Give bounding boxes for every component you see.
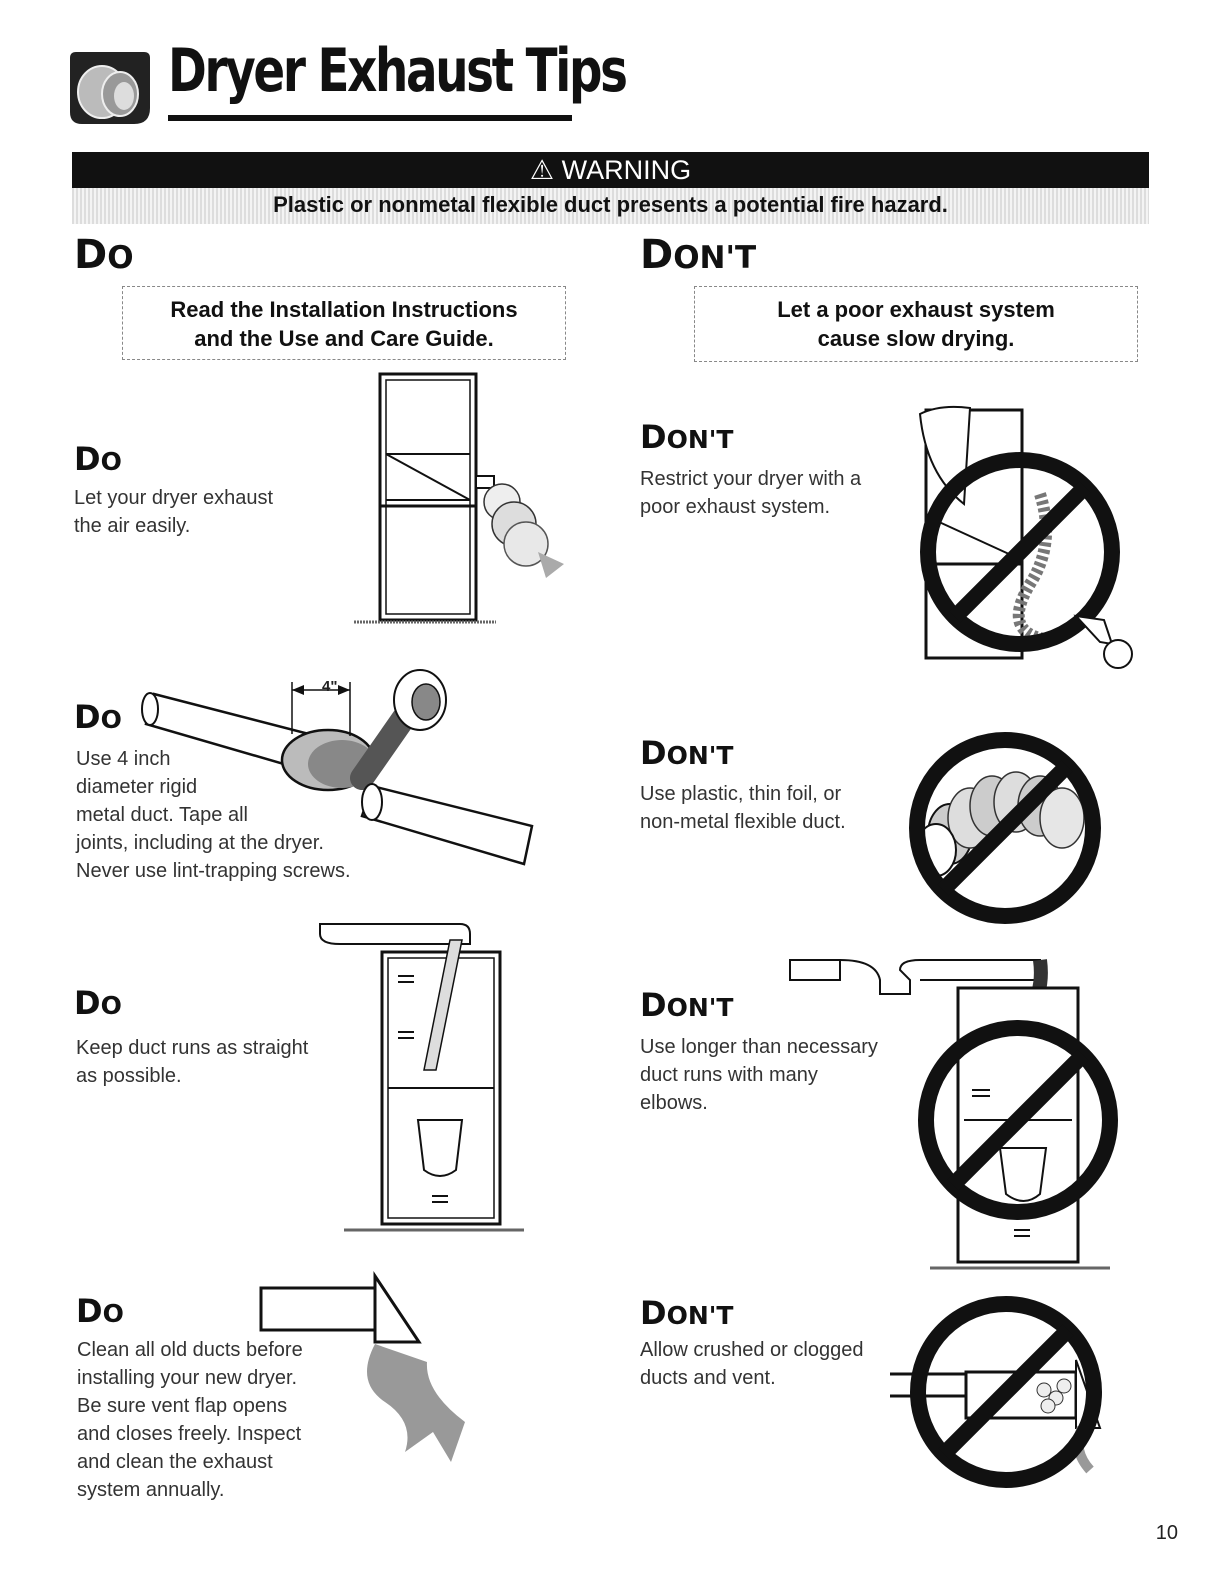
page-number: 10 [1155, 1522, 1178, 1544]
do-item-1-heading: DO [74, 440, 122, 478]
do-instructions-box: Read the Installation Instructions and the Use and Care Guide. [122, 286, 566, 360]
dont-item-2-text: Use plastic, thin foil, or non-metal flexible duct. [640, 783, 846, 833]
do-item-3-text: Keep duct runs as straight as possible. [76, 1037, 309, 1087]
flexible-duct-prohibited-illustration [900, 722, 1110, 932]
warning-banner [72, 152, 1149, 188]
do-column-heading: DO [74, 232, 134, 278]
crushed-duct-illustration [886, 1300, 1112, 1490]
dont-item-1-text: Restrict your dryer with a poor exhaust system. [640, 468, 862, 518]
do-item-1-text: Let your dryer exhaust the air easily. [74, 487, 273, 537]
dont-column-heading: DON'T [640, 232, 757, 278]
duct-diameter-label: 4" [322, 678, 338, 695]
dont-item-3-text: Use longer than necessary duct runs with many elbows. [640, 1036, 878, 1114]
dont-exhaust-box: Let a poor exhaust system cause slow drying. [694, 286, 1138, 362]
restricted-exhaust-illustration [880, 384, 1140, 684]
title-underline [168, 115, 572, 121]
do-item-2-heading: DO [74, 698, 122, 736]
long-duct-elbows-illustration [780, 950, 1110, 1276]
dont-item-1-heading: DON'T [640, 418, 734, 456]
dryer-duct-icon [68, 48, 152, 128]
do-item-4-text: Clean all old ducts before installing your new dryer. Be sure vent flap opens and closes freely. Inspect and clean the exhaust system annually. [77, 1339, 303, 1501]
dont-item-3-heading: DON'T [640, 986, 734, 1024]
stacked-dryer-illustration [350, 372, 570, 632]
page-title: Dryer Exhaust Tips [168, 36, 626, 106]
dont-item-4-text: Allow crushed or clogged ducts and vent. [640, 1339, 864, 1389]
straight-duct-dryer-illustration [310, 920, 530, 1240]
vent-flap-illustration [255, 1272, 515, 1492]
dont-item-2-heading: DON'T [640, 734, 734, 772]
do-item-3-heading: DO [74, 984, 122, 1022]
warning-label: WARNING [561, 155, 692, 185]
warning-message: Plastic or nonmetal flexible duct presents a potential fire hazard. [72, 188, 1149, 224]
dont-item-4-heading: DON'T [640, 1294, 734, 1332]
do-item-2-text: Use 4 inch diameter rigid metal duct. Tape all joints, including at the dryer. Never use lint-trapping screws. [76, 748, 351, 882]
do-item-4-heading: DO [76, 1292, 124, 1330]
warning-triangle-icon: ⚠ [529, 155, 555, 185]
rigid-duct-illustration [140, 664, 540, 884]
